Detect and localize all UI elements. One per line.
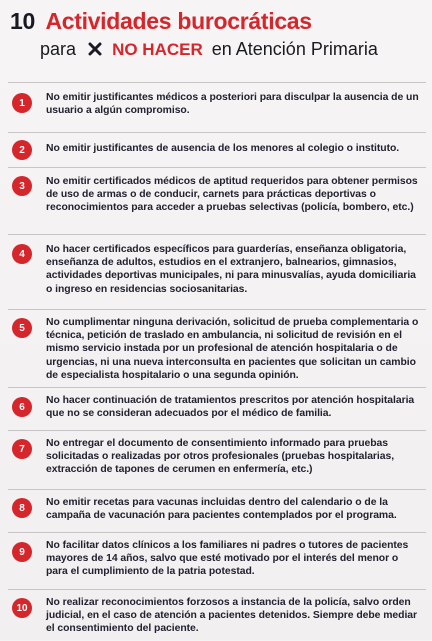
item-text: No hacer continuación de tratamientos prescritos por atención hospitalaria que no se consideran adecuados por el médico de familia. [46, 395, 415, 420]
list-item [8, 132, 426, 168]
number-badge: 6 [12, 397, 32, 417]
item-text: No entregar el documento de consentimiento informado para pruebas solicitadas o realizadas por otros profesionales (pruebas hospitalarias, extracción de tapones de cerumen en enfermería, etc.) [46, 438, 395, 476]
list-item [8, 489, 426, 533]
number-badge: 3 [12, 176, 32, 196]
item-text: No facilitar datos clínicos a los familiares ni padres o tutores de pacientes mayores de 14 años, salvo que esté motivado por el interés del menor o para el cumplimiento de la patria potestad. [46, 540, 409, 578]
item-text: No cumplimentar ninguna derivación, solicitud de prueba complementaria o técnica, petición de traslado en ambulancia, ni solicitud de revisión en el mismo servicio instada por un profesional de atención hospitalaria o de urgencias, ni una nueva interconsulta en pacientes que solicitan un cambio de especialista hospitalario o una segunda opinión. [46, 317, 419, 381]
title-line [10, 8, 312, 38]
header [10, 8, 426, 68]
list-item [8, 234, 426, 310]
number-badge: 10 [12, 598, 32, 618]
subtitle-line [40, 39, 378, 60]
subtitle-no-hacer: NO HACER [112, 40, 203, 59]
number-badge: 2 [12, 140, 32, 160]
list-item [8, 167, 426, 235]
list-item [8, 532, 426, 590]
number-badge: 7 [12, 439, 32, 459]
item-text: No emitir certificados médicos de aptitud requeridos para obtener permisos de uso de armas o de conducir, carnets para prácticas deportivas o reconocimientos para acceder a pruebas selectivas (policía, bombero, etc.) [46, 176, 418, 214]
item-text: No emitir recetas para vacunas incluidas dentro del calendario o de la campaña de vacunación para pacientes contemplados por el programa. [46, 497, 397, 522]
x-cross-icon [88, 42, 102, 56]
list-item [8, 589, 426, 641]
number-badge: 4 [12, 244, 32, 264]
number-badge: 8 [12, 498, 32, 518]
item-text: No realizar reconocimientos forzosos a instancia de la policía, salvo orden judicial, en el caso de atención a pacientes detenidos. Siempre debe mediar el consentimiento del paciente. [46, 597, 418, 635]
title-number: 10 [10, 8, 35, 34]
number-badge: 9 [12, 542, 32, 562]
subtitle-para: para [40, 39, 77, 59]
item-text: No emitir justificantes de ausencia de los menores al colegio o instituto. [46, 143, 400, 154]
title-text: Actividades burocráticas [45, 8, 312, 34]
list-item [8, 430, 426, 490]
list-item [8, 309, 426, 388]
list-item [8, 387, 426, 431]
item-text: No emitir justificantes médicos a posteriori para disculpar la ausencia de un usuario a algún compromiso. [46, 92, 419, 117]
list-item [8, 82, 426, 133]
subtitle-rest: en Atención Primaria [211, 39, 378, 59]
number-badge: 1 [12, 93, 32, 113]
number-badge: 5 [12, 318, 32, 338]
item-text: No hacer certificados específicos para guarderías, enseñanza obligatoria, enseñanza de adultos, estudios en el extranjero, balnearios, gimnasios, actividades deportivas municipales, ni para minusvalías, ayuda domiciliaria o ingreso en residencias sociosanitarias. [46, 244, 416, 295]
